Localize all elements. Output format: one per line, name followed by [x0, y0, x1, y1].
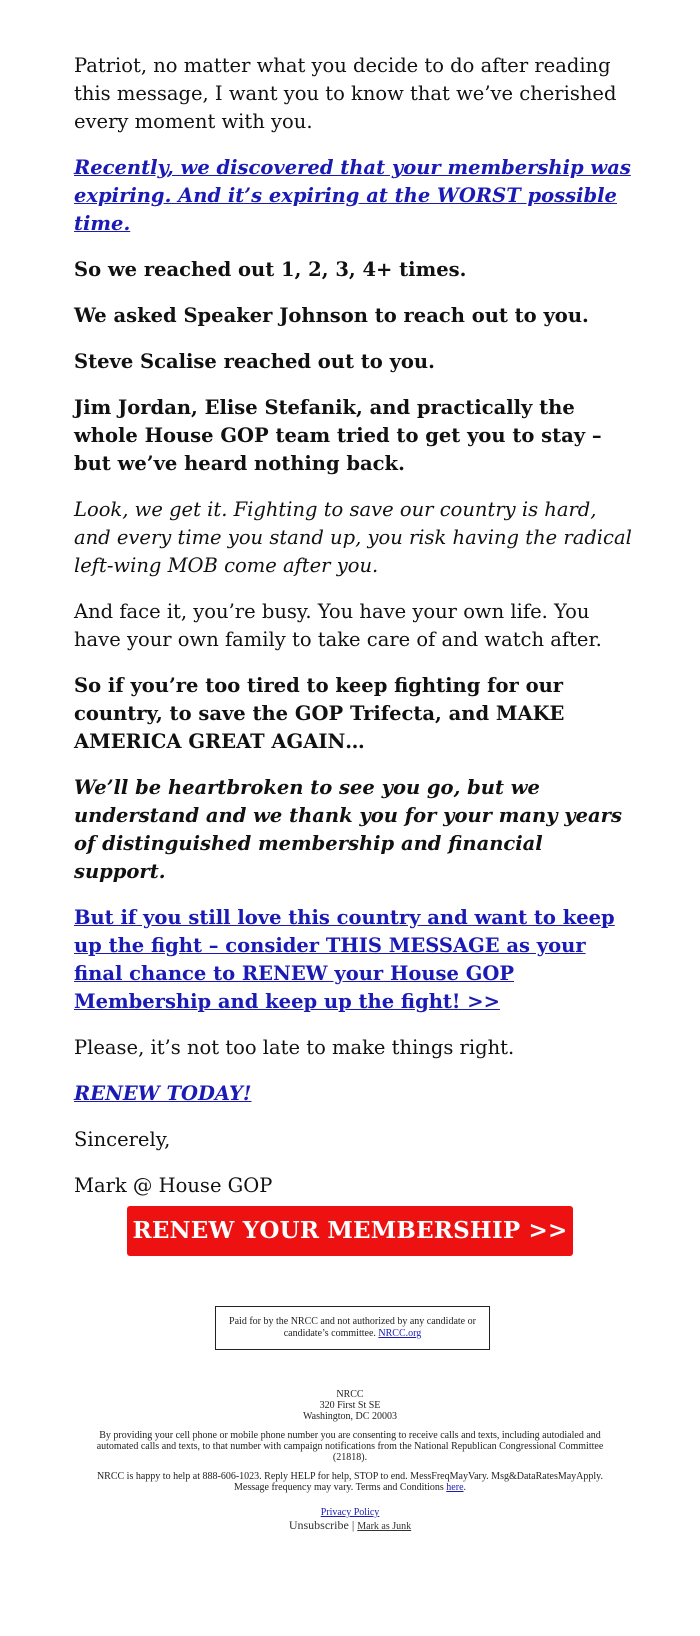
paid-for-disclaimer [215, 1306, 490, 1350]
disclaimer-text: Paid for by the NRCC and not authorized by any candidate or candidate’s committee. [229, 1316, 476, 1339]
org-name: NRCC [336, 1389, 364, 1400]
nrcc-site-link[interactable]: NRCC.org [378, 1328, 422, 1339]
sign-off: Sincerely, [74, 1128, 171, 1151]
jordan-stefanik-paragraph: Jim Jordan, Elise Stefanik, and practically the whole House GOP team tried to get you to stay – but we’ve heard nothing back. [74, 396, 602, 475]
speaker-johnson-paragraph: We asked Speaker Johnson to reach out to you. [74, 304, 589, 327]
sms-consent-text: By providing your cell phone or mobile phone number you are consenting to receive calls and texts, including autodialed and automated calls and texts, to that number with campaign notifications from the National Republican Congressional Committee (21818). [96, 1430, 604, 1463]
address-block [95, 1389, 605, 1422]
link-separator: | [351, 1518, 355, 1532]
city-address: Washington, DC 20003 [303, 1411, 397, 1422]
membership-expiring-link[interactable]: Recently, we discovered that your membership was expiring. And it’s expiring at the WORST possible time. [74, 156, 631, 235]
reached-out-paragraph: So we reached out 1, 2, 3, 4+ times. [74, 258, 467, 281]
not-too-late-paragraph: Please, it’s not too late to make things right. [74, 1036, 515, 1059]
footer-links [95, 1507, 605, 1534]
help-text-block: NRCC is happy to help at 888-606-1023. Reply HELP for help, STOP to end. MessFreqMayVary. Msg&DataRatesMayApply. Message frequency may vary. Terms and Conditions here. [96, 1471, 604, 1493]
cta-container [0, 1206, 700, 1256]
email-body [74, 52, 634, 1218]
unsubscribe-link[interactable]: Unsubscribe [288, 1518, 349, 1532]
opening-paragraph: Patriot, no matter what you decide to do after reading this message, I want you to know that we’ve cherished every moment with you. [74, 54, 617, 133]
footer [95, 1389, 605, 1534]
heartbroken-paragraph: We’ll be heartbroken to see you go, but we understand and we thank you for your many years of distinguished membership and financial support. [74, 776, 622, 883]
street-address: 320 First St SE [319, 1400, 381, 1411]
mark-as-junk-link[interactable]: Mark as Junk [357, 1521, 412, 1532]
renew-today-link[interactable]: RENEW TODAY! [74, 1082, 252, 1105]
privacy-policy-link[interactable]: Privacy Policy [320, 1507, 380, 1518]
help-text: NRCC is happy to help at 888-606-1023. Reply HELP for help, STOP to end. MessFreqMayVary. Msg&DataRatesMayApply. Message frequency may vary. Terms and Conditions [96, 1471, 604, 1493]
renew-membership-button[interactable]: RENEW YOUR MEMBERSHIP >> [127, 1206, 573, 1256]
too-tired-paragraph: So if you’re too tired to keep fighting for our country, to save the GOP Trifecta, and MAKE AMERICA GREAT AGAIN… [74, 674, 565, 753]
terms-link[interactable]: here [446, 1482, 464, 1493]
busy-paragraph: And face it, you’re busy. You have your own life. You have your own family to take care of and watch after. [74, 600, 602, 651]
signature: Mark @ House GOP [74, 1174, 273, 1197]
renew-membership-link[interactable]: But if you still love this country and want to keep up the fight – consider THIS MESSAGE as your final chance to RENEW your House GOP Membership and keep up the fight! >> [74, 906, 615, 1013]
scalise-paragraph: Steve Scalise reached out to you. [74, 350, 435, 373]
look-we-get-it-paragraph: Look, we get it. Fighting to save our country is hard, and every time you stand up, you risk having the radical left-wing MOB come after you. [74, 498, 632, 577]
